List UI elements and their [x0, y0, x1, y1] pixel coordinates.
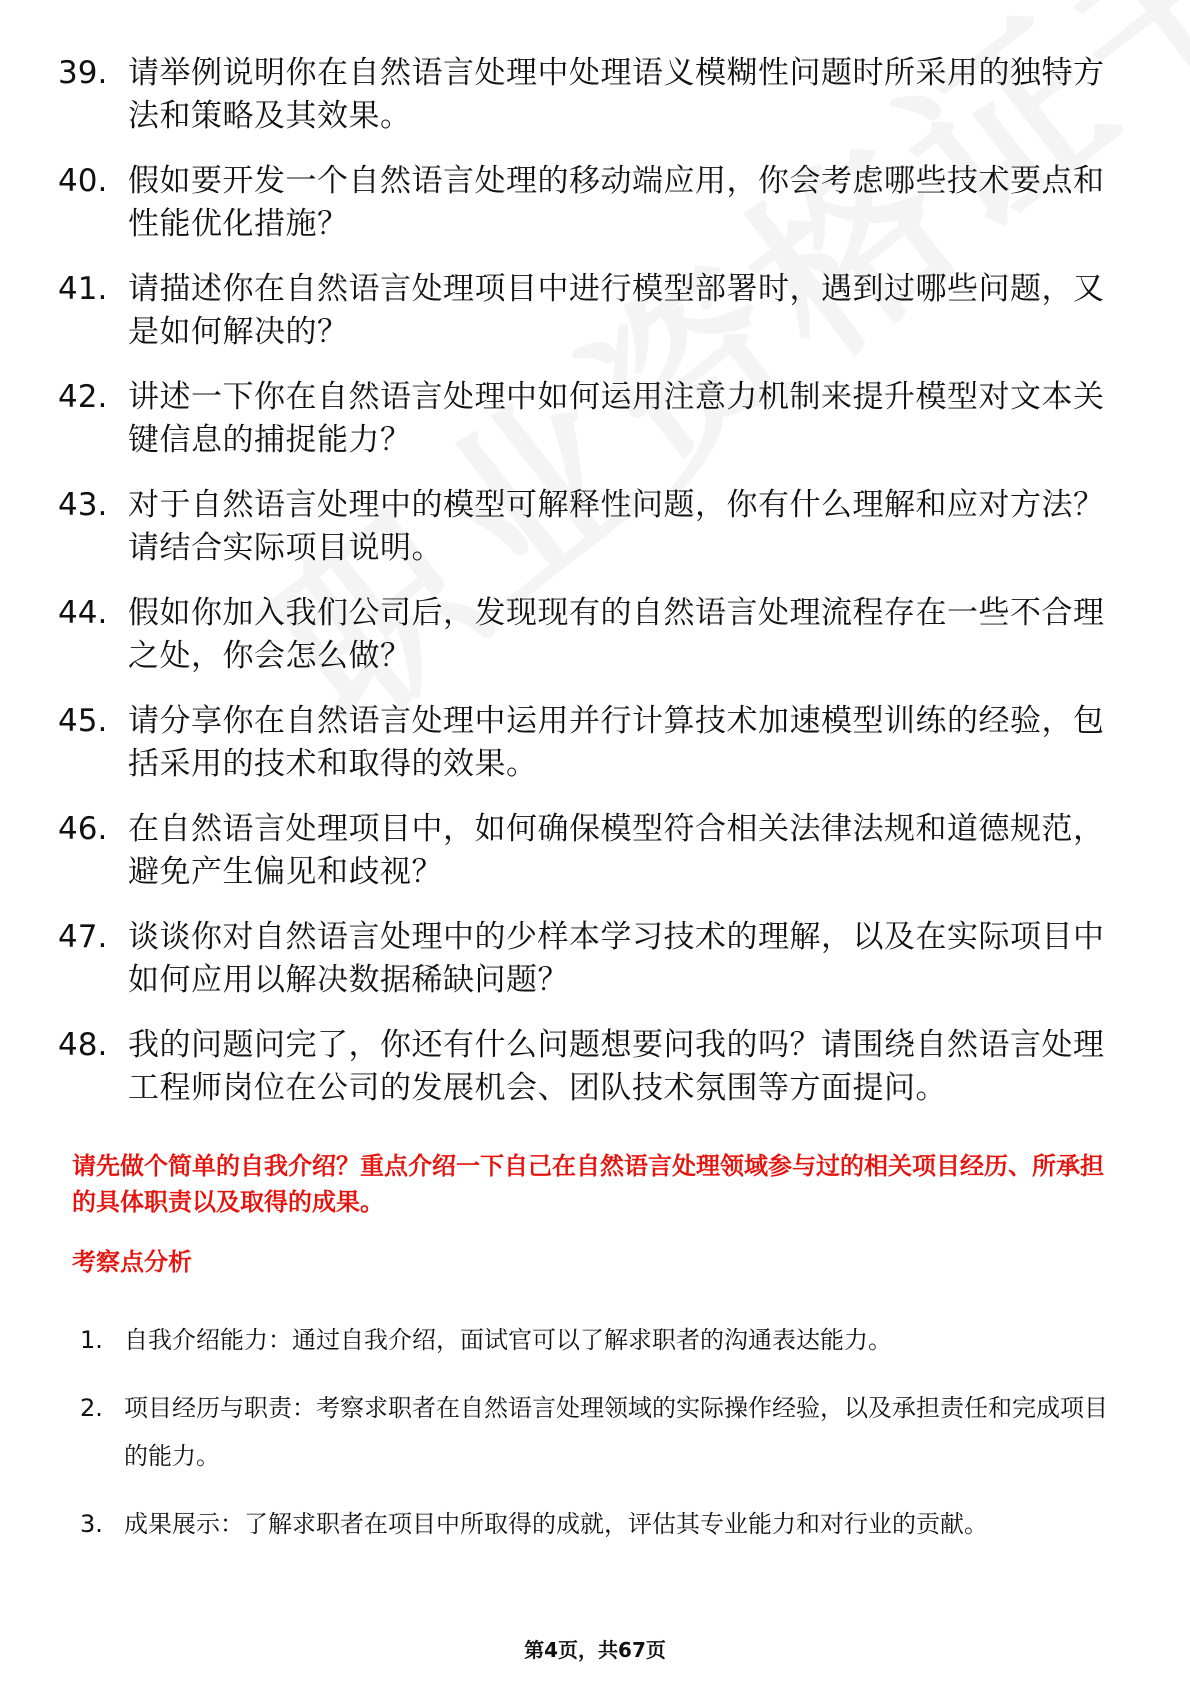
question-item [58, 1024, 1118, 1110]
question-number: 39. [58, 55, 108, 91]
question-item [58, 916, 1118, 1002]
question-item [58, 808, 1118, 894]
question-item [58, 376, 1118, 462]
analysis-point-number: 3. [80, 1510, 103, 1538]
question-text: 谈谈你对自然语言处理中的少样本学习技术的理解，以及在实际项目中如何应用以解决数据稀缺问题？ [128, 919, 1105, 998]
question-text: 请描述你在自然语言处理项目中进行模型部署时，遇到过哪些问题，又是如何解决的？ [128, 271, 1105, 350]
question-text: 我的问题问完了，你还有什么问题想要问我的吗？请围绕自然语言处理工程师岗位在公司的发展机会、团队技术氛围等方面提问。 [128, 1027, 1105, 1106]
question-item [58, 700, 1118, 786]
question-item [58, 484, 1118, 570]
question-number: 42. [58, 379, 108, 415]
question-item [58, 592, 1118, 678]
question-list [58, 52, 1118, 1132]
question-number: 40. [58, 163, 108, 199]
question-item [58, 268, 1118, 354]
analysis-point [80, 1384, 1120, 1480]
analysis-point-list [80, 1316, 1120, 1568]
question-text: 假如要开发一个自然语言处理的移动端应用，你会考虑哪些技术要点和性能优化措施？ [128, 163, 1105, 242]
question-text: 在自然语言处理项目中，如何确保模型符合相关法律法规和道德规范，避免产生偏见和歧视？ [128, 811, 1105, 890]
question-number: 47. [58, 919, 108, 955]
question-text: 假如你加入我们公司后，发现现有的自然语言处理流程存在一些不合理之处，你会怎么做？ [128, 595, 1105, 674]
analysis-point-text: 项目经历与职责：考察求职者在自然语言处理领域的实际操作经验，以及承担责任和完成项目的能力。 [124, 1394, 1108, 1470]
analysis-point-number: 2. [80, 1394, 103, 1422]
analysis-point-text: 自我介绍能力：通过自我介绍，面试官可以了解求职者的沟通表达能力。 [124, 1326, 892, 1354]
question-text: 对于自然语言处理中的模型可解释性问题，你有什么理解和应对方法？请结合实际项目说明。 [128, 487, 1105, 566]
question-item [58, 160, 1118, 246]
analysis-heading: 考察点分析 [72, 1248, 192, 1276]
question-number: 41. [58, 271, 108, 307]
question-number: 45. [58, 703, 108, 739]
question-text: 讲述一下你在自然语言处理中如何运用注意力机制来提升模型对文本关键信息的捕捉能力？ [128, 379, 1105, 458]
analysis-point-number: 1. [80, 1326, 103, 1354]
analysis-point [80, 1316, 1120, 1364]
question-text: 请举例说明你在自然语言处理中处理语义模糊性问题时所采用的独特方法和策略及其效果。 [128, 55, 1105, 134]
highlighted-question: 请先做个简单的自我介绍？重点介绍一下自己在自然语言处理领域参与过的相关项目经历、所承担的具体职责以及取得的成果。 [72, 1152, 1104, 1216]
question-text: 请分享你在自然语言处理中运用并行计算技术加速模型训练的经验，包括采用的技术和取得的效果。 [128, 703, 1105, 782]
page-footer: 第4页，共67页 [524, 1638, 666, 1662]
question-number: 48. [58, 1027, 108, 1063]
question-number: 46. [58, 811, 108, 847]
question-number: 44. [58, 595, 108, 631]
question-item [58, 52, 1118, 138]
analysis-point-text: 成果展示：了解求职者在项目中所取得的成就，评估其专业能力和对行业的贡献。 [124, 1510, 988, 1538]
analysis-point [80, 1500, 1120, 1548]
question-number: 43. [58, 487, 108, 523]
